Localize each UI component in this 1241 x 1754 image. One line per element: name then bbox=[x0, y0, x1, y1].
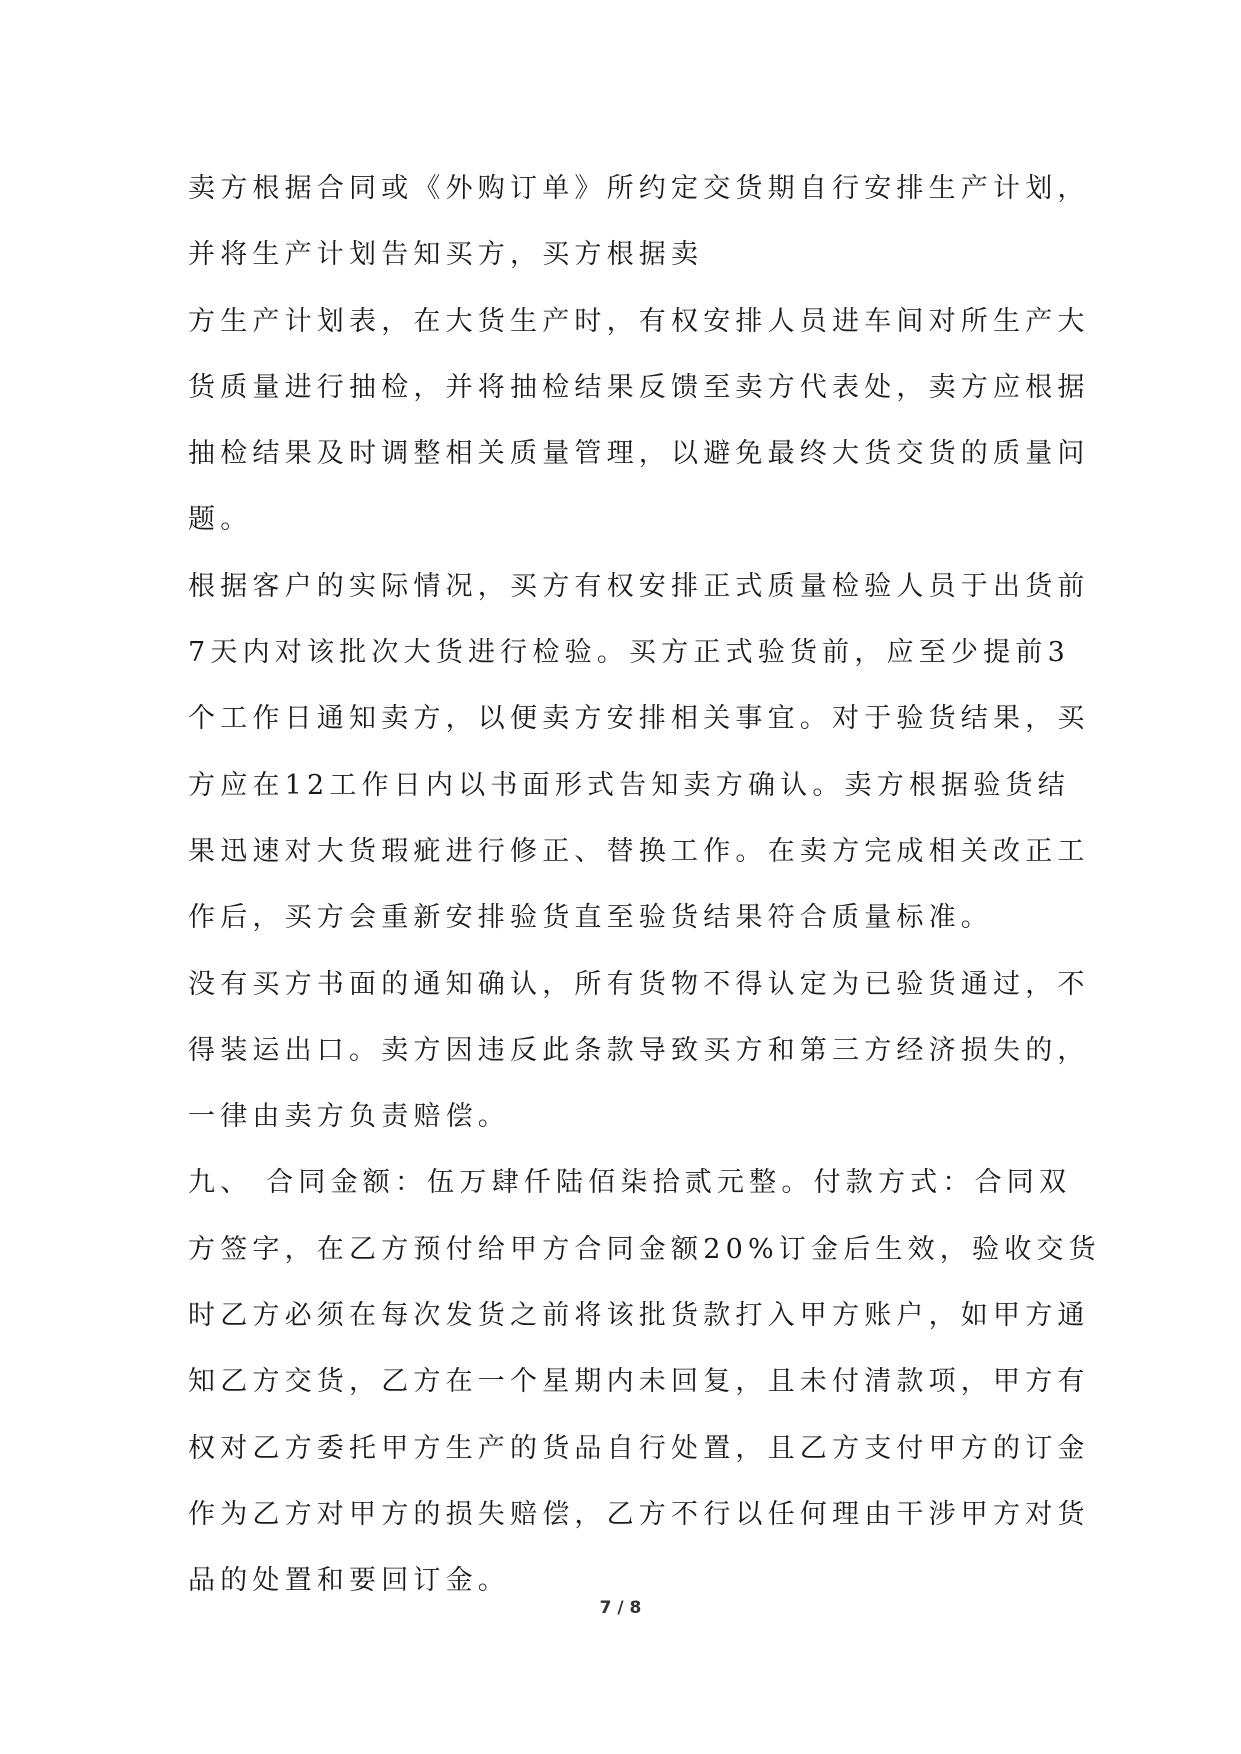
text-line: 方应在12工作日内以书面形式告知卖方确认。卖方根据验货结 bbox=[188, 769, 1070, 801]
document-body bbox=[188, 156, 1101, 1615]
text-line: 作后，买方会重新安排验货直至验货结果符合质量标准。 bbox=[188, 902, 993, 934]
text-line: 没有买方书面的通知确认，所有货物不得认定为已验货通过，不 bbox=[188, 968, 1090, 1000]
text-line: 货质量进行抽检，并将抽检结果反馈至卖方代表处，卖方应根据 bbox=[188, 371, 1090, 403]
text-line: 一律由卖方负责赔偿。 bbox=[188, 1101, 510, 1133]
text-line: 果迅速对大货瑕疵进行修正、替换工作。在卖方完成相关改正工 bbox=[188, 835, 1090, 867]
text-line: 方生产计划表，在大货生产时，有权安排人员进车间对所生产大 bbox=[188, 305, 1090, 337]
text-line: 卖方根据合同或《外购订单》所约定交货期自行安排生产计划， bbox=[188, 173, 1090, 204]
text-line: 作为乙方对甲方的损失赔偿，乙方不行以任何理由干涉甲方对货 bbox=[188, 1498, 1090, 1530]
text-line: 7天内对该批次大货进行检验。买方正式验货前，应至少提前3 bbox=[188, 637, 1070, 669]
text-line: 题。 bbox=[188, 504, 253, 536]
text-line: 知乙方交货，乙方在一个星期内未回复，且未付清款项，甲方有 bbox=[188, 1366, 1090, 1398]
text-line: 时乙方必须在每次发货之前将该批货款打入甲方账户，如甲方通 bbox=[188, 1300, 1090, 1332]
text-line: 并将生产计划告知买方，买方根据卖 bbox=[188, 239, 704, 271]
page-number: 7 / 8 bbox=[599, 1598, 642, 1618]
text-line: 得装运出口。卖方因违反此条款导致买方和第三方经济损失的， bbox=[188, 1034, 1090, 1066]
text-line: 权对乙方委托甲方生产的货品自行处置，且乙方支付甲方的订金 bbox=[188, 1432, 1090, 1464]
text-line: 抽检结果及时调整相关质量管理，以避免最终大货交货的质量问 bbox=[188, 438, 1090, 470]
text-line: 个工作日通知卖方，以便卖方安排相关事宜。对于验货结果，买 bbox=[188, 703, 1090, 735]
text-line: 方签字，在乙方预付给甲方合同金额20%订金后生效，验收交货 bbox=[188, 1233, 1101, 1265]
text-line: 品的处置和要回订金。 bbox=[188, 1565, 510, 1597]
text-line: 根据客户的实际情况，买方有权安排正式质量检验人员于出货前 bbox=[188, 570, 1090, 602]
text-line: 九、 合同金额：伍万肆仟陆佰柒拾贰元整。付款方式：合同双 bbox=[188, 1167, 1072, 1199]
